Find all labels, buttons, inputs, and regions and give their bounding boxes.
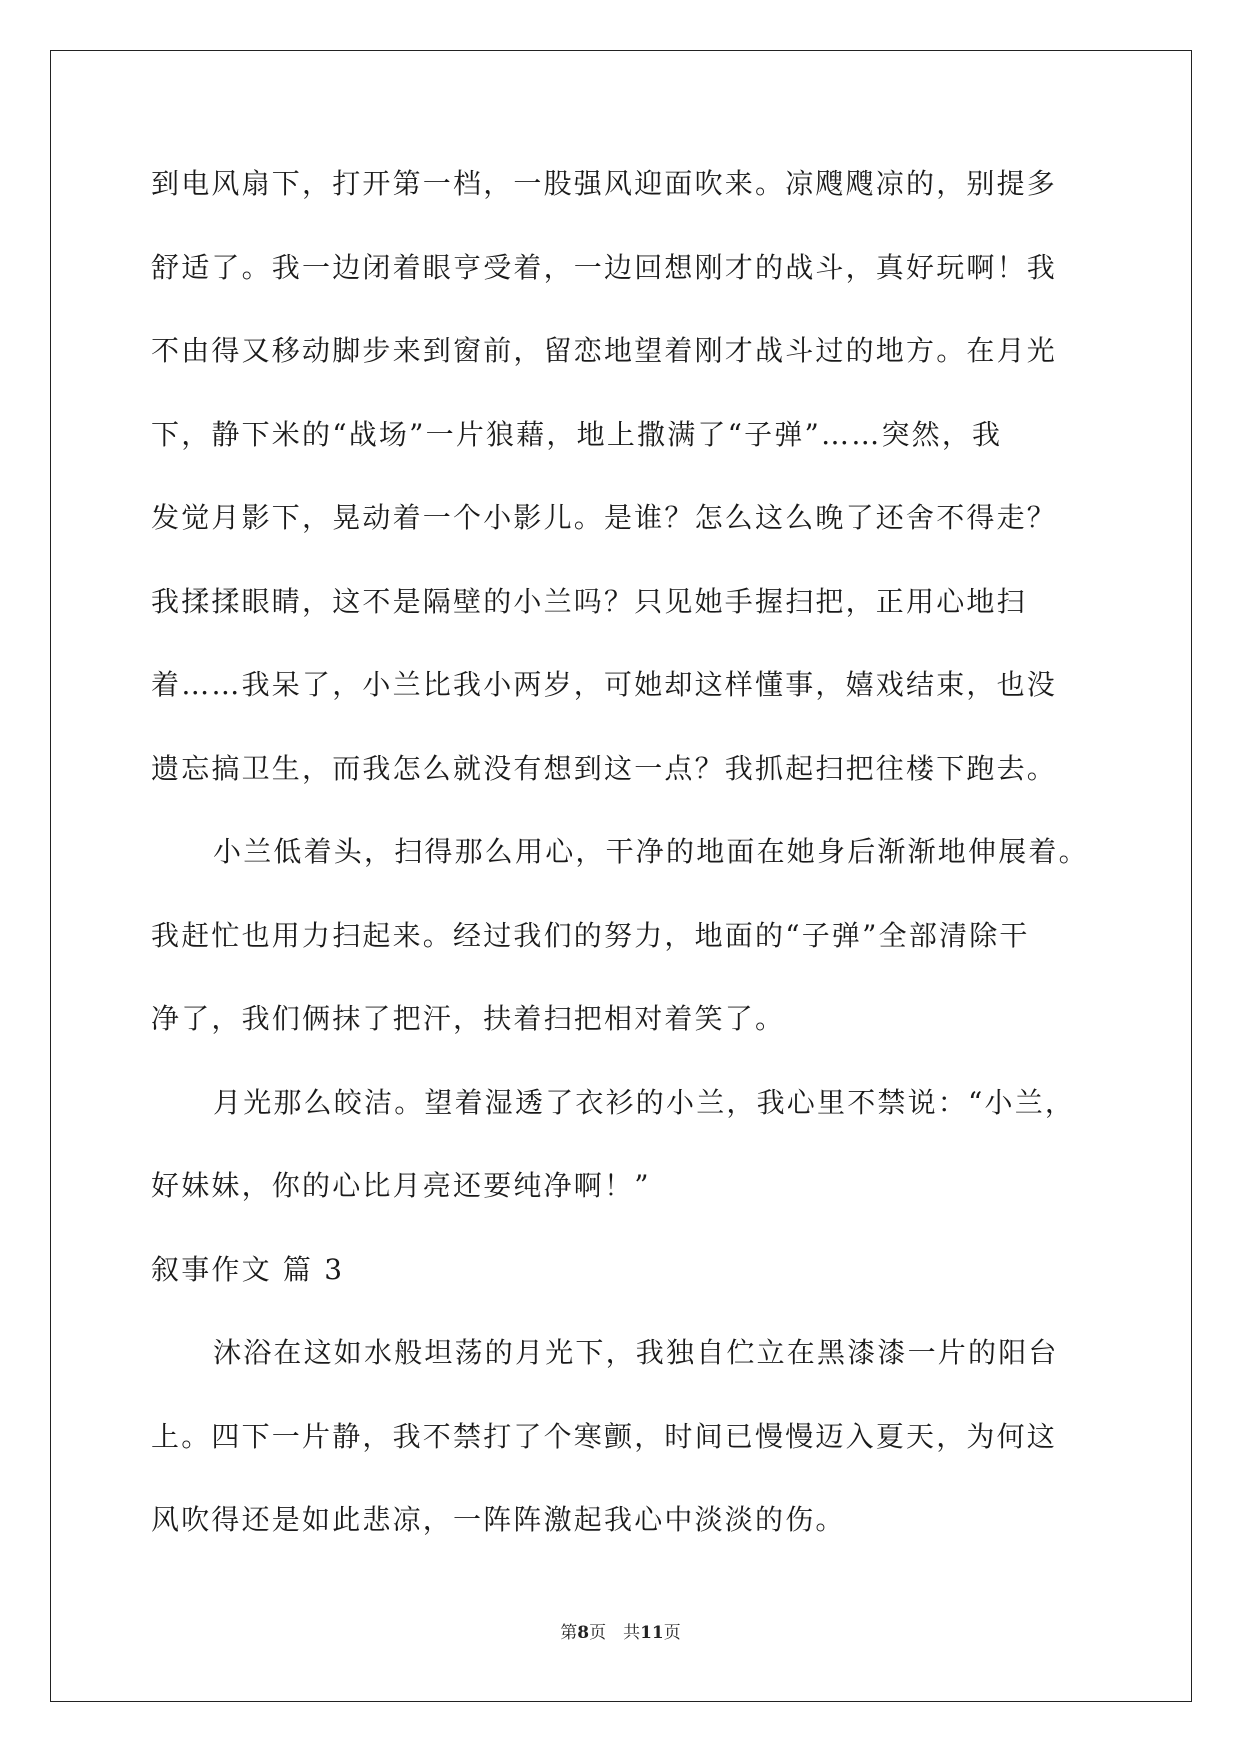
text-line: 遗忘搞卫生，而我怎么就没有想到这一点？我抓起扫把往楼下跑去。 bbox=[151, 751, 1058, 785]
text-line: 我赶忙也用力扫起来。经过我们的努力，地面的“子弹”全部清除干 bbox=[151, 918, 1030, 952]
footer-prefix: 第 bbox=[560, 1623, 578, 1643]
total-page-count: 11 bbox=[640, 1623, 664, 1643]
section-heading: 叙事作文 篇 3 bbox=[151, 1252, 345, 1286]
document-body bbox=[151, 155, 1091, 1575]
text-line: 发觉月影下，晃动着一个小影儿。是谁？怎么这么晚了还舍不得走？ bbox=[151, 501, 1058, 534]
text-line: 下，静下米的“战场”一片狼藉，地上撒满了“子弹”……突然，我 bbox=[151, 417, 1003, 451]
paragraph-start-line: 小兰低着头，扫得那么用心，干净的地面在她身后渐渐地伸展着。 bbox=[213, 835, 1089, 868]
text-line: 不由得又移动脚步来到窗前，留恋地望着刚才战斗过的地方。在月光 bbox=[151, 334, 1058, 367]
text-line: 好妹妹，你的心比月亮还要纯净啊！” bbox=[151, 1169, 651, 1202]
footer-suffix: 页 bbox=[663, 1623, 681, 1643]
current-page-number: 8 bbox=[577, 1623, 590, 1643]
page-footer bbox=[0, 1618, 1241, 1643]
paragraph-start-line: 沐浴在这如水般坦荡的月光下，我独自伫立在黑漆漆一片的阳台 bbox=[213, 1336, 1059, 1369]
footer-middle: 页 共 bbox=[589, 1623, 641, 1643]
text-line: 到电风扇下，打开第一档，一股强风迎面吹来。凉飕飕凉的，别提多 bbox=[151, 167, 1058, 200]
text-line: 我揉揉眼睛，这不是隔壁的小兰吗？只见她手握扫把，正用心地扫 bbox=[151, 584, 1027, 618]
text-line: 舒适了。我一边闭着眼亨受着，一边回想刚才的战斗，真好玩啊！我 bbox=[151, 250, 1058, 284]
text-line: 着……我呆了，小兰比我小两岁，可她却这样懂事，嬉戏结束，也没 bbox=[151, 668, 1058, 701]
text-line: 风吹得还是如此悲凉，一阵阵激起我心中淡淡的伤。 bbox=[151, 1503, 846, 1536]
paragraph-start-line: 月光那么皎洁。望着湿透了衣衫的小兰，我心里不禁说：“小兰， bbox=[213, 1085, 1076, 1119]
text-line: 净了，我们俩抹了把汗，扶着扫把相对着笑了。 bbox=[151, 1002, 786, 1035]
text-line: 上。四下一片静，我不禁打了个寒颤，时间已慢慢迈入夏天，为何这 bbox=[151, 1419, 1058, 1453]
